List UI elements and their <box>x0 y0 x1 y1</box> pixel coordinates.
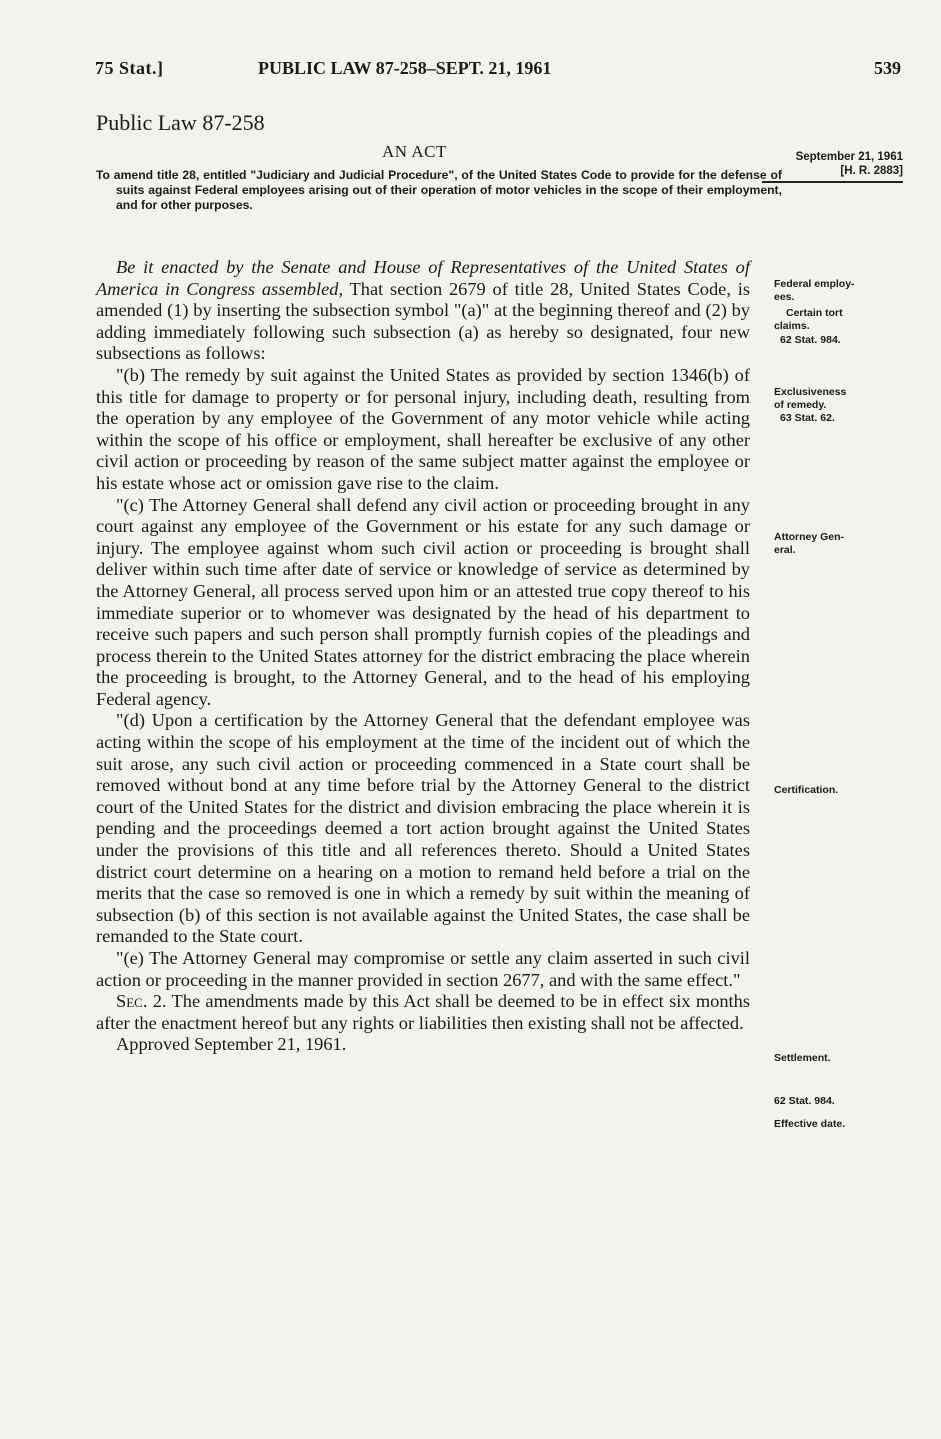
subsection-d: "(d) Upon a certification by the Attorney General that the defendant employee was acting within the scope of his employment at the time of the incident out of which the suit arose, any such civil action or proceeding commenced in a State court shall be removed without bond at any time before trial by the Attorney General to the district court of the United States for the district and division embracing the place wherein it is pending and the proceedings deemed a tort action brought against the United States under the provisions of this title and all references thereto. Should a United States district court determine on a hearing on a motion to remand held before a trial on the merits that the case so removed is one in which a remedy by suit within the meaning of subsection (b) of this section is not available against the United States, the case shall be remanded to the State court. <box>96 710 750 947</box>
running-title: PUBLIC LAW 87-258–SEPT. 21, 1961 <box>258 58 552 78</box>
page-number: 539 <box>874 58 901 78</box>
date-divider <box>762 181 903 183</box>
margin-note-tort-claims: Certain tort claims. <box>774 307 843 332</box>
subsection-b: "(b) The remedy by suit against the United States as provided by section 1346(b) of this title for damage to property or for personal injury, including death, resulting from the operation by any employee of the Government of any motor vehicle while acting within the scope of his office or employment, shall hereafter be exclusive of any other civil action or proceeding by reason of the same subject matter against the employee or his estate whose act or omission gave rise to the claim. <box>96 364 750 493</box>
margin-note-effective-date: Effective date. <box>774 1118 846 1130</box>
margin-note-stat-62: 63 Stat. 62. <box>780 412 835 424</box>
subsection-c: "(c) The Attorney General shall defend any civil action or proceeding brought in any court against any employee of the Government or his estate for any such damage or injury. The employee against whom such civil action or proceeding is brought shall deliver within such time after date of service or knowledge of service as determined by the Attorney General, all process served upon him or an attested true copy thereof to his immediate superior or to whomever was designated by the head of his department to receive such papers and such person shall promptly furnish copies of the pleadings and process therein to the United States attorney for the district embracing the place wherein the proceeding is brought, to the Attorney General, and to the head of his employing Federal agency. <box>96 494 750 709</box>
margin-note-settlement: Settlement. <box>774 1052 831 1064</box>
approval-line: Approved September 21, 1961. <box>116 1034 347 1055</box>
bill-number: [H. R. 2883] <box>840 165 903 177</box>
subsection-e: "(e) The Attorney General may compromise or settle any claim asserted in such civil action or proceeding in the manner provided in section 2677, and with the same effect." <box>96 948 750 990</box>
margin-note-stat-984-a: 62 Stat. 984. <box>780 334 841 346</box>
act-heading: AN ACT <box>382 142 447 161</box>
enacting-clause: Be it enacted by the Senate and House of Representatives of the United States of America in Congress assembled, <box>96 257 750 299</box>
volume-reference: 75 Stat.] <box>95 58 164 78</box>
section-1-paragraph <box>96 257 750 365</box>
section-2-text: The amendments made by this Act shall be deemed to be in effect six months after the enactment hereof but any rights or liabilities then existing shall not be affected. <box>96 991 751 1033</box>
date-note <box>760 150 903 178</box>
act-body <box>96 257 750 1056</box>
margin-note-attorney-general: Attorney Gen- eral. <box>774 531 845 556</box>
section-2-paragraph <box>96 991 750 1034</box>
margin-note-exclusiveness: Exclusiveness of remedy. <box>774 386 847 411</box>
approval-date: September 21, 1961 <box>795 151 903 163</box>
margin-note-stat-984-b: 62 Stat. 984. <box>774 1095 835 1107</box>
section-2-label: Sec. 2. <box>116 991 167 1012</box>
law-title: Public Law 87-258 <box>96 110 265 135</box>
margin-note-federal-employees: Federal employ- ees. <box>774 278 855 303</box>
running-head <box>95 58 901 84</box>
margin-note-certification: Certification. <box>774 784 839 796</box>
act-purpose: To amend title 28, entitled "Judiciary and Judicial Procedure", of the United States Code to provide for the defense of suits against Federal employees arising out of their operation of motor vehicles in the scope of their employment, and for other purposes. <box>96 168 782 212</box>
section-1-text: That section 2679 of title 28, United States Code, is amended (1) by inserting the subsection symbol "(a)" at the beginning thereof and (2) by adding immediately following such subsection (a) as hereby so designated, four new subsections as follows: <box>96 278 750 364</box>
